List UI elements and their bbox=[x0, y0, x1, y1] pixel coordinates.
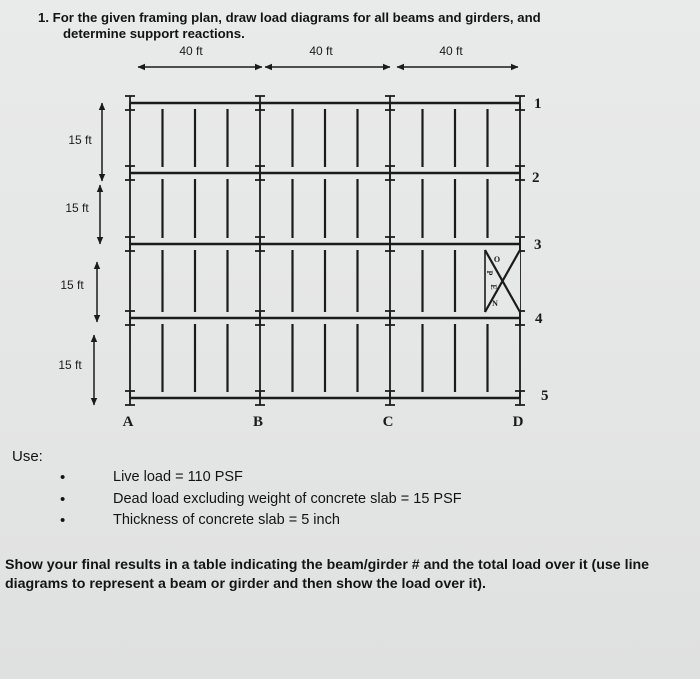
load-list bbox=[60, 467, 462, 532]
slab-thickness-item: • Thickness of concrete slab = 5 inch bbox=[60, 510, 462, 532]
dimension-label: 40 ft bbox=[309, 44, 333, 58]
dimension-label: 15 ft bbox=[60, 278, 84, 292]
row-line-label: 5 bbox=[541, 388, 549, 404]
opening-letter: E bbox=[489, 284, 498, 290]
problem-title-line-1: 1. For the given framing plan, draw load diagrams for all beams and girders, and bbox=[38, 10, 541, 25]
row-line-label: 3 bbox=[534, 237, 542, 253]
joists bbox=[163, 109, 488, 392]
dimension-lines bbox=[58, 44, 518, 405]
final-instructions: Show your final results in a table indicating the beam/girder # and the total load over it (use line diagrams to represent a beam or girder and then show the load over it). bbox=[5, 557, 650, 592]
dimension-label: 15 ft bbox=[65, 201, 89, 215]
dimension-label: 15 ft bbox=[58, 358, 82, 372]
opening-letter: N bbox=[492, 299, 498, 308]
row-line-label: 2 bbox=[532, 170, 540, 186]
dead-load-item: • Dead load excluding weight of concrete slab = 15 PSF bbox=[60, 489, 462, 511]
column-line-label: B bbox=[252, 414, 264, 430]
dimension-label: 15 ft bbox=[68, 133, 92, 147]
dimension-label: 40 ft bbox=[439, 44, 463, 58]
column-line-label: A bbox=[122, 414, 134, 430]
use-label: Use: bbox=[12, 448, 43, 465]
problem-title-line-2: determine support reactions. bbox=[63, 26, 245, 41]
live-load-item: • Live load = 110 PSF bbox=[60, 467, 462, 489]
dimension-label: 40 ft bbox=[179, 44, 203, 58]
row-line-label: 1 bbox=[534, 96, 542, 112]
opening-letter: P bbox=[485, 270, 494, 276]
row-line-label: 4 bbox=[535, 311, 543, 327]
opening-letter: O bbox=[493, 255, 501, 264]
column-line-label: D bbox=[512, 414, 524, 430]
column-line-label: C bbox=[382, 414, 394, 430]
floor-opening bbox=[485, 250, 520, 312]
